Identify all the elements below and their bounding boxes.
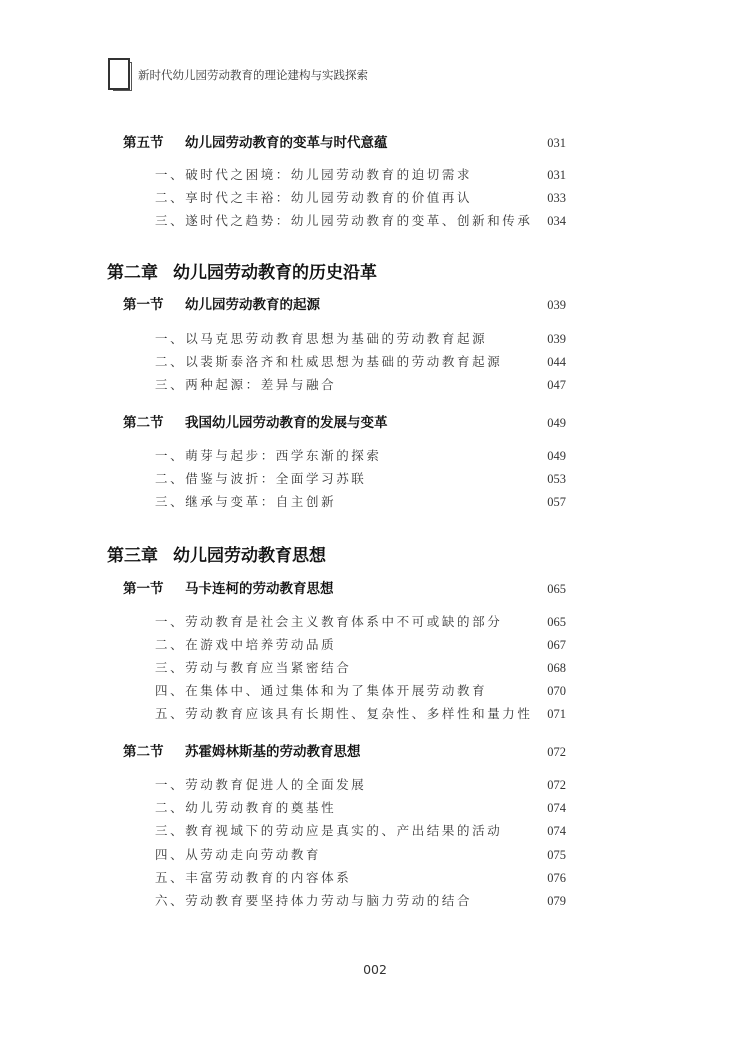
chapter-number: 第三章 <box>107 546 158 566</box>
running-header-title: 新时代幼儿园劳动教育的理论建构与实践探索 <box>138 68 368 82</box>
item-title: 二、以裴斯泰洛齐和杜威思想为基础的劳动教育起源 <box>155 354 503 369</box>
toc-item <box>155 469 566 487</box>
section-number: 第二节 <box>123 744 164 760</box>
toc-item <box>155 375 566 393</box>
page-ref: 074 <box>547 824 566 838</box>
toc-item <box>155 868 566 886</box>
section-number: 第五节 <box>123 135 164 151</box>
toc-item <box>155 658 566 676</box>
section-title: 马卡连柯的劳动教育思想 <box>185 581 334 597</box>
page-ref: 076 <box>547 871 566 885</box>
chapter-number: 第二章 <box>107 263 158 283</box>
toc-item <box>155 165 566 183</box>
toc-item <box>155 704 566 722</box>
toc-item <box>155 798 566 816</box>
toc-section <box>123 293 566 313</box>
item-title: 二、幼儿劳动教育的奠基性 <box>155 800 337 815</box>
item-title: 五、丰富劳动教育的内容体系 <box>155 870 352 885</box>
item-title: 三、遂时代之趋势：幼儿园劳动教育的变革、创新和传承 <box>155 213 533 228</box>
toc-item <box>155 352 566 370</box>
section-number: 第一节 <box>123 297 164 313</box>
page-ref: 074 <box>547 801 566 815</box>
section-title: 我国幼儿园劳动教育的发展与变革 <box>185 415 388 431</box>
section-number: 第一节 <box>123 581 164 597</box>
page-ref: 049 <box>547 416 566 430</box>
item-title: 一、萌芽与起步：西学东渐的探索 <box>155 448 382 463</box>
item-title: 一、破时代之困境：幼儿园劳动教育的迫切需求 <box>155 167 473 182</box>
item-title: 三、继承与变革：自主创新 <box>155 494 337 509</box>
toc-chapter <box>107 541 326 566</box>
toc-chapter <box>107 258 377 283</box>
toc-section <box>123 577 566 597</box>
section-number: 第二节 <box>123 415 164 431</box>
toc-section <box>123 411 566 431</box>
toc-item <box>155 821 566 839</box>
section-title: 幼儿园劳动教育的变革与时代意蕴 <box>185 135 388 151</box>
page-ref: 079 <box>547 894 566 908</box>
item-title: 一、以马克思劳动教育思想为基础的劳动教育起源 <box>155 331 488 346</box>
item-title: 二、享时代之丰裕：幼儿园劳动教育的价值再认 <box>155 190 473 205</box>
toc-item <box>155 329 566 347</box>
item-title: 五、劳动教育应该具有长期性、复杂性、多样性和量力性 <box>155 706 533 721</box>
page-ref: 039 <box>547 332 566 346</box>
page-ref: 071 <box>547 707 566 721</box>
toc-section <box>123 131 566 151</box>
page-ref: 031 <box>547 168 566 182</box>
toc-item <box>155 635 566 653</box>
toc-item <box>155 891 566 909</box>
item-title: 三、两种起源：差异与融合 <box>155 377 337 392</box>
item-title: 二、借鉴与波折：全面学习苏联 <box>155 471 367 486</box>
item-title: 二、在游戏中培养劳动品质 <box>155 637 337 652</box>
page-ref: 031 <box>547 136 566 150</box>
item-title: 三、劳动与教育应当紧密结合 <box>155 660 352 675</box>
item-title: 六、劳动教育要坚持体力劳动与脑力劳动的结合 <box>155 893 473 908</box>
page-ref: 065 <box>547 582 566 596</box>
toc-item <box>155 681 566 699</box>
toc-item <box>155 845 566 863</box>
page-ref: 039 <box>547 298 566 312</box>
toc-item <box>155 612 566 630</box>
page-ref: 044 <box>547 355 566 369</box>
page-ref: 072 <box>547 745 566 759</box>
page-ref: 068 <box>547 661 566 675</box>
toc-item <box>155 775 566 793</box>
chapter-title: 幼儿园劳动教育的历史沿革 <box>173 263 377 283</box>
toc-item <box>155 188 566 206</box>
item-title: 一、劳动教育促进人的全面发展 <box>155 777 367 792</box>
page-ref: 067 <box>547 638 566 652</box>
toc-item <box>155 211 566 229</box>
item-title: 三、教育视域下的劳动应是真实的、产出结果的活动 <box>155 823 503 838</box>
page-ref: 034 <box>547 214 566 228</box>
page-ref: 075 <box>547 848 566 862</box>
section-title: 苏霍姆林斯基的劳动教育思想 <box>185 744 361 760</box>
page-ref: 070 <box>547 684 566 698</box>
section-title: 幼儿园劳动教育的起源 <box>185 297 320 313</box>
page-ref: 057 <box>547 495 566 509</box>
page-ref: 065 <box>547 615 566 629</box>
toc-section <box>123 740 566 760</box>
page-ref: 049 <box>547 449 566 463</box>
page-number: 002 <box>363 962 387 977</box>
chapter-title: 幼儿园劳动教育思想 <box>173 546 326 566</box>
page-ref: 053 <box>547 472 566 486</box>
toc-item <box>155 492 566 510</box>
item-title: 四、在集体中、通过集体和为了集体开展劳动教育 <box>155 683 488 698</box>
page-ref: 047 <box>547 378 566 392</box>
item-title: 一、劳动教育是社会主义教育体系中不可或缺的部分 <box>155 614 503 629</box>
page-ref: 033 <box>547 191 566 205</box>
page-ref: 072 <box>547 778 566 792</box>
item-title: 四、从劳动走向劳动教育 <box>155 847 322 862</box>
toc-item <box>155 446 566 464</box>
